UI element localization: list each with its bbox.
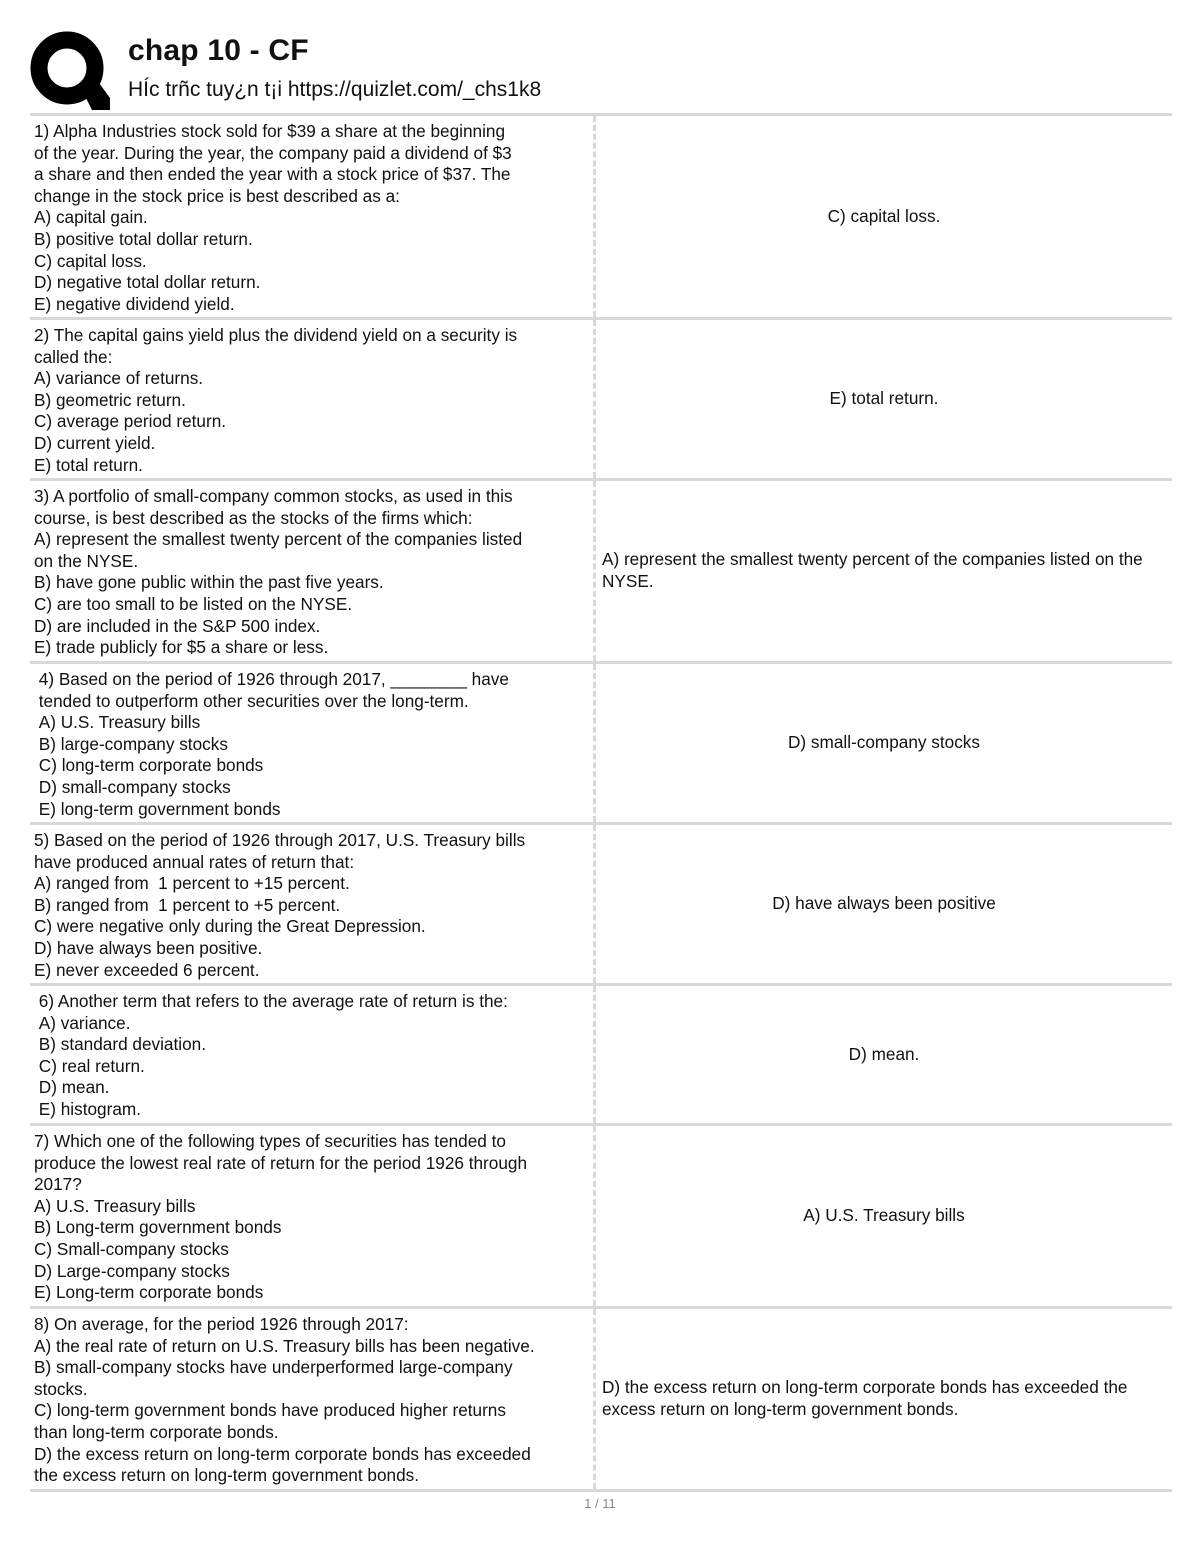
page-title: chap 10 - CF xyxy=(128,34,309,67)
flashcard-6 xyxy=(30,986,1172,1126)
card-answer: D) have always been positive xyxy=(772,893,996,914)
flashcard-8 xyxy=(30,1309,1172,1492)
page-subtitle: HÍc trñc tuy¿n t¡i https://quizlet.com/_chs1k8 xyxy=(128,78,542,101)
card-answer: A) U.S. Treasury bills xyxy=(803,1205,965,1226)
flashcard-1 xyxy=(30,116,1172,320)
card-question: 5) Based on the period of 1926 through 2017, U.S. Treasury bills have produced annual rates of return that: A) ranged from 1 percent to +15 percent. B) ranged from 1 percent to +5 percent. C) were negative only during the Great Depression. D) have always been positive. E) never exceeded 6 percent. xyxy=(30,825,596,983)
flashcard-7 xyxy=(30,1126,1172,1309)
card-answer: D) small-company stocks xyxy=(788,732,980,753)
flashcard-list xyxy=(30,113,1172,1492)
flashcard-5 xyxy=(30,825,1172,986)
card-question: 6) Another term that refers to the average rate of return is the: A) variance. B) standard deviation. C) real return. D) mean. E) histogram. xyxy=(30,986,596,1123)
card-answer: D) mean. xyxy=(848,1043,920,1064)
quizlet-q-logo-icon xyxy=(30,30,110,110)
card-answer: D) the excess return on long-term corporate bonds has exceeded the excess return on long-term government bonds. xyxy=(602,1377,1128,1419)
card-question: 2) The capital gains yield plus the dividend yield on a security is called the: A) variance of returns. B) geometric return. C) average period return. D) current yield. E) total return. xyxy=(30,320,596,478)
card-question: 3) A portfolio of small-company common stocks, as used in this course, is best described as the stocks of the firms which: A) represent the smallest twenty percent of the companies listed on the NYSE. B) have gone public within the past five years. C) are too small to be listed on the NYSE. D) are included in the S&P 500 index. E) trade publicly for $5 a share or less. xyxy=(30,481,596,661)
card-answer: C) capital loss. xyxy=(827,205,941,226)
flashcard-4 xyxy=(30,664,1172,825)
page-header xyxy=(30,30,1170,110)
card-question: 8) On average, for the period 1926 through 2017: A) the real rate of return on U.S. Treasury bills has been negative. B) small-company stocks have underperformed large-company stocks. C) long-term government bonds have produced higher returns than long-term corporate bonds. D) the excess return on long-term corporate bonds has exceeded the excess return on long-term government bonds. xyxy=(30,1309,596,1489)
card-question: 1) Alpha Industries stock sold for $39 a share at the beginning of the year. During the year, the company paid a dividend of $3 a share and then ended the year with a stock price of $37. The change in the stock price is best described as a: A) capital gain. B) positive total dollar return. C) capital loss. D) negative total dollar return. E) negative dividend yield. xyxy=(30,116,596,317)
card-question: 7) Which one of the following types of securities has tended to produce the lowest real rate of return for the period 1926 through 2017? A) U.S. Treasury bills B) Long-term government bonds C) Small-company stocks D) Large-company stocks E) Long-term corporate bonds xyxy=(30,1126,596,1306)
flashcard-3 xyxy=(30,481,1172,664)
flashcard-2 xyxy=(30,320,1172,481)
page-indicator: 1 / 11 xyxy=(584,1496,616,1511)
card-question: 4) Based on the period of 1926 through 2017, ________ have tended to outperform other securities over the long-term. A) U.S. Treasury bills B) large-company stocks C) long-term corporate bonds D) small-company stocks E) long-term government bonds xyxy=(30,664,596,822)
card-answer: E) total return. xyxy=(829,388,939,409)
card-answer: A) represent the smallest twenty percent of the companies listed on the NYSE. xyxy=(602,549,1143,591)
